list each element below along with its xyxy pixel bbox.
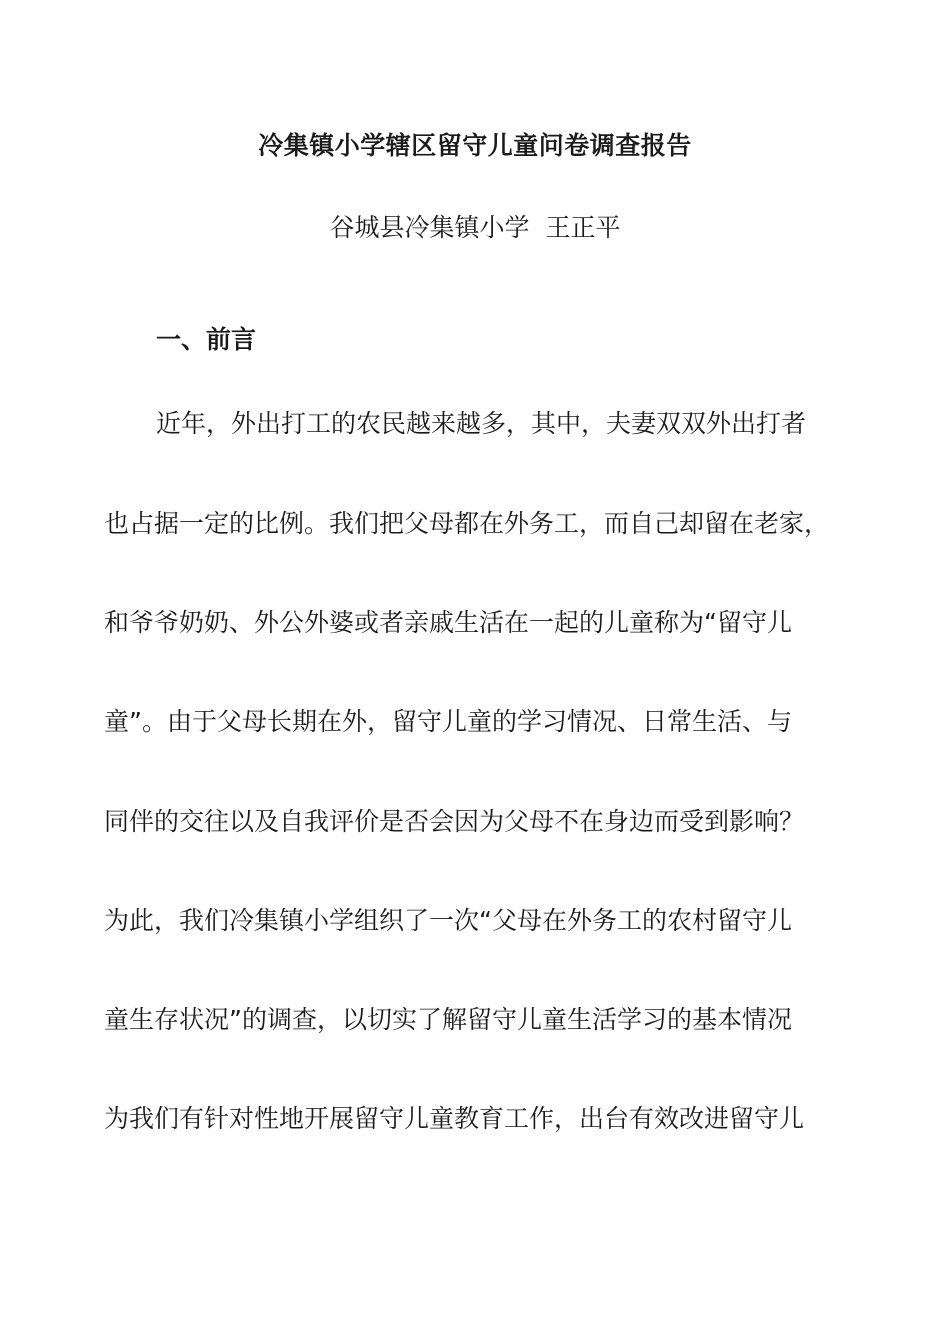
paragraph-line: 和爷爷奶奶、外公外婆或者亲戚生活在一起的儿童称为“留守儿 [104, 608, 792, 637]
paragraph-line: 同伴的交往以及自我评价是否会因为父母不在身边而受到影响？ [104, 807, 805, 836]
paragraph-line: 童生存状况”的调查，以切实了解留守儿童生活学习的基本情况 [104, 1005, 792, 1034]
paragraph-line: 为我们有针对性地开展留守儿童教育工作，出台有效改进留守儿 [104, 1104, 805, 1133]
document-title: 冷集镇小学辖区留守儿童问卷调查报告 [258, 131, 692, 160]
paragraph-line: 近年，外出打工的农民越来越多，其中，夫妻双双外出打者 [156, 409, 807, 438]
section-heading: 一、前言 [156, 325, 257, 354]
paragraph-line: 童”。由于父母长期在外，留守儿童的学习情况、日常生活、与 [104, 707, 792, 736]
paragraph-line: 为此，我们冷集镇小学组织了一次“父母在外务工的农村留守儿 [104, 906, 792, 935]
document-author: 谷城县冷集镇小学 王正平 [329, 213, 621, 242]
paragraph-line: 也占据一定的比例。我们把父母都在外务工，而自己却留在老家， [104, 509, 830, 538]
